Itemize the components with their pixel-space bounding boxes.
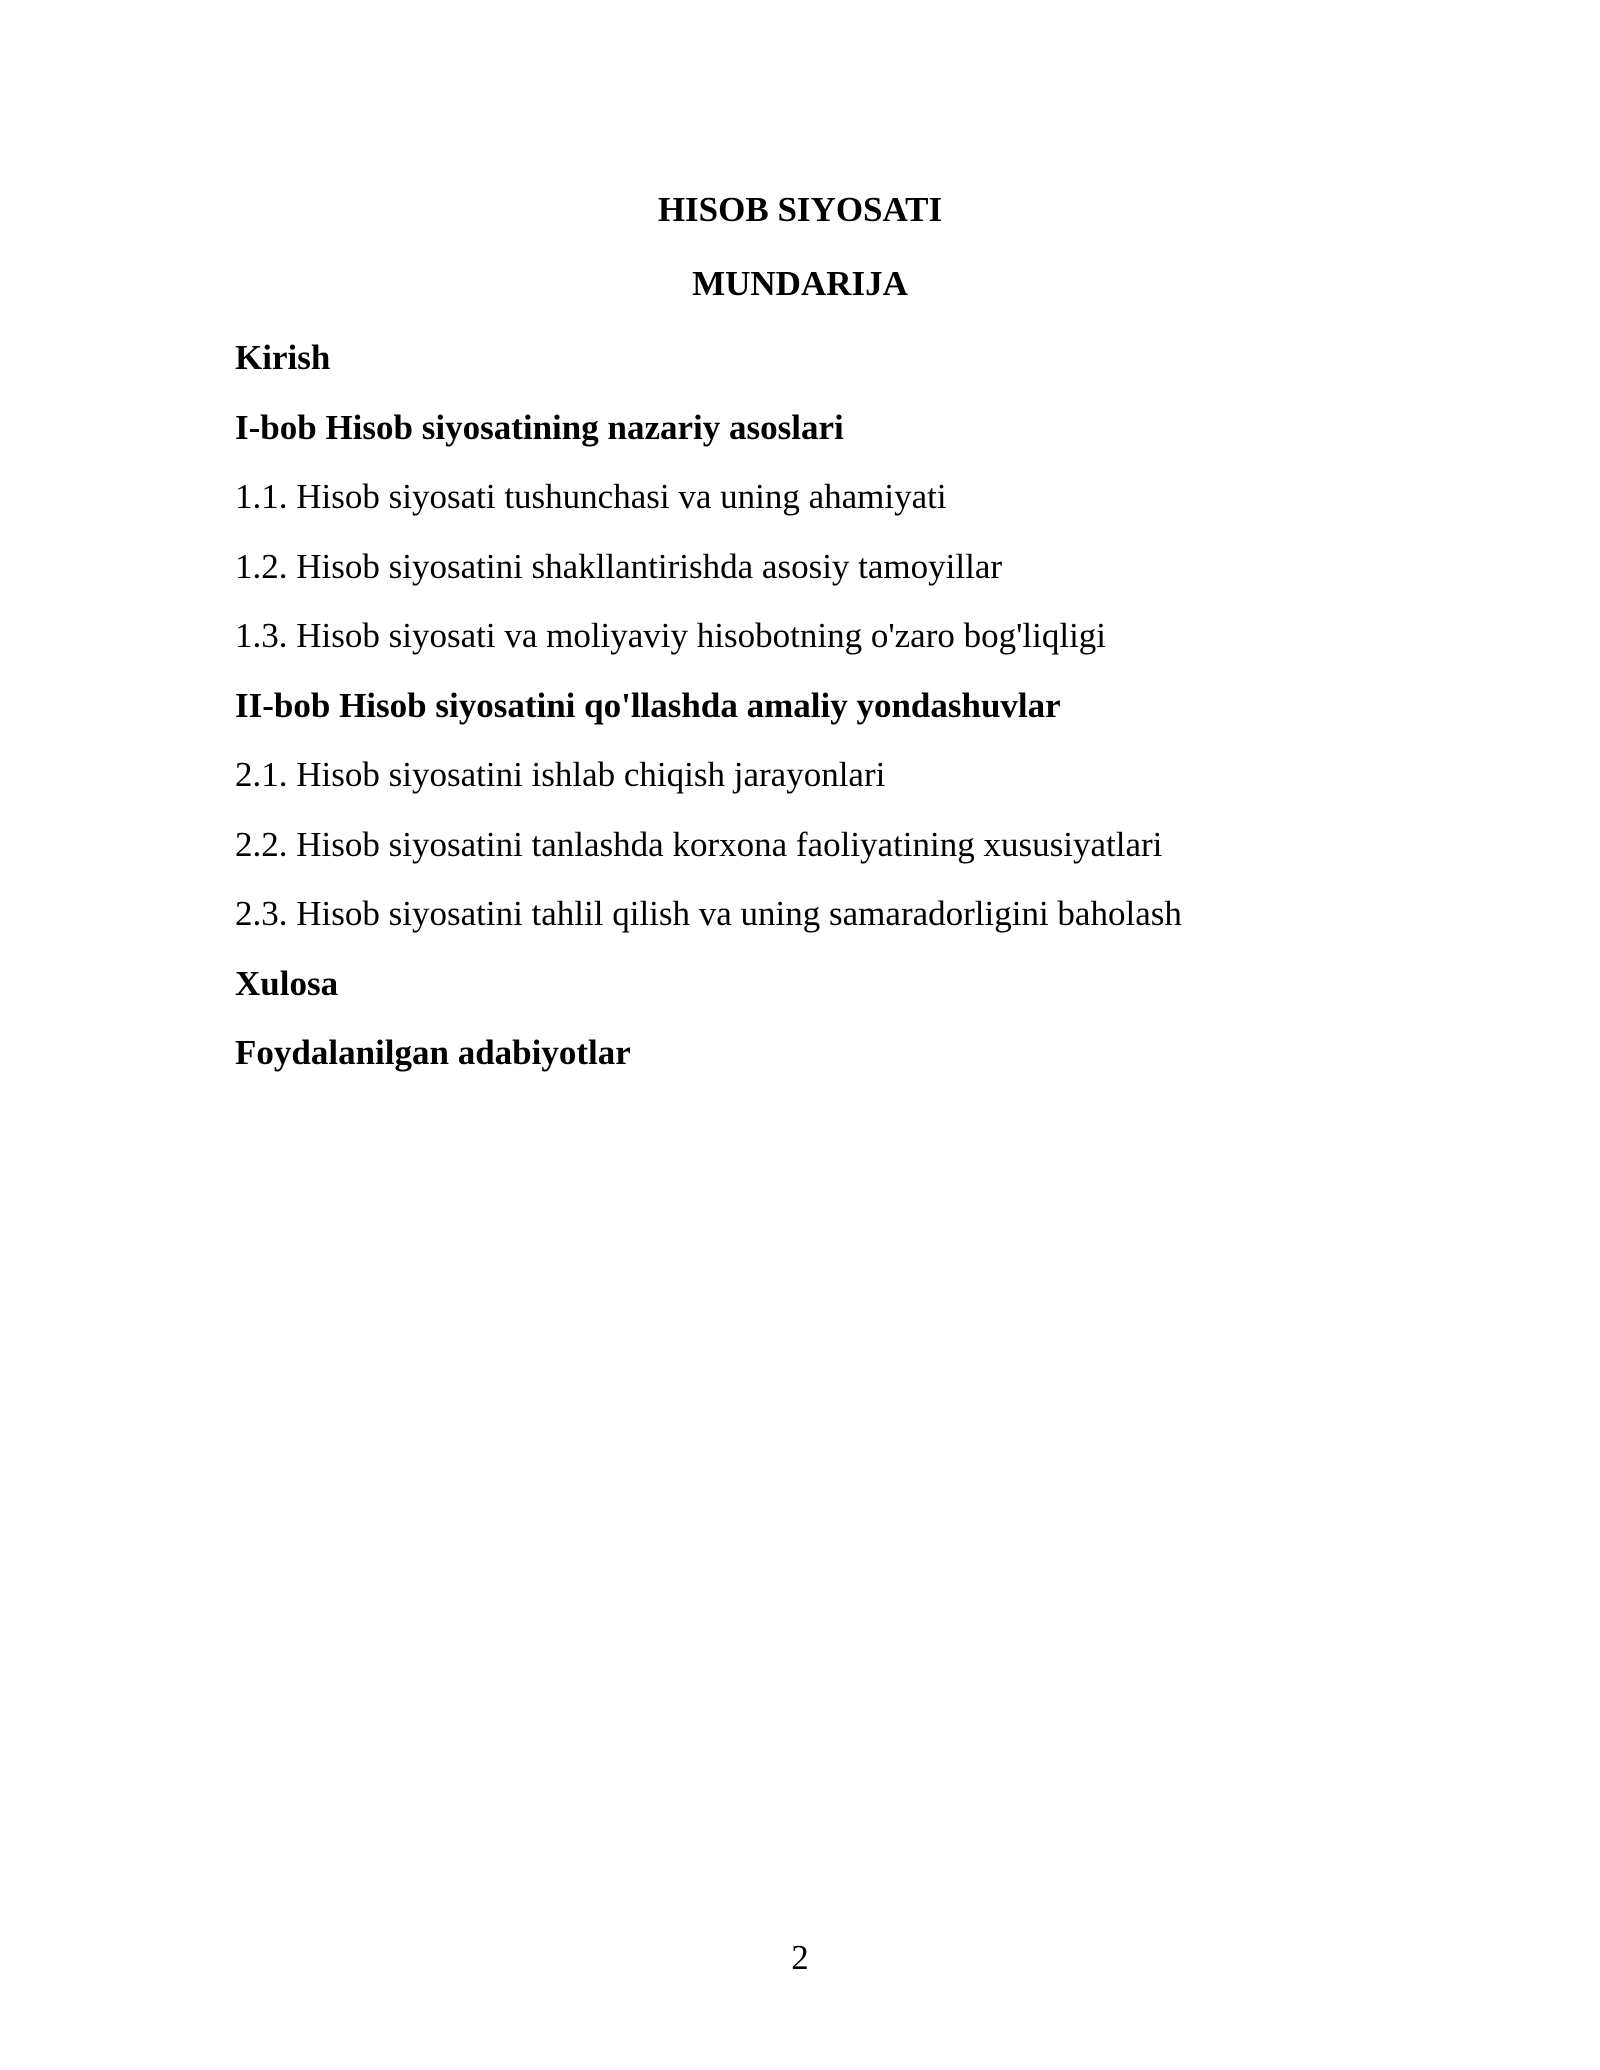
toc-entry-section-1-2: 1.2. Hisob siyosatini shakllantirishda asosiy tamoyillar: [235, 546, 1003, 586]
page-number: 2: [791, 1938, 809, 1977]
toc-heading: MUNDARIJA: [692, 264, 908, 303]
toc-entry-chapter-1: I-bob Hisob siyosatining nazariy asoslari: [235, 407, 844, 447]
toc-entry-introduction: Kirish: [235, 338, 331, 377]
toc-entry-section-2-3: 2.3. Hisob siyosatini tahlil qilish va uning samaradorligini baholash: [235, 894, 1182, 933]
toc-entry-section-2-2: 2.2. Hisob siyosatini tanlashda korxona faoliyatining xususiyatlari: [235, 824, 1163, 864]
toc-entry-section-2-1: 2.1. Hisob siyosatini ishlab chiqish jarayonlari: [235, 755, 886, 794]
toc-entry-chapter-2: II-bob Hisob siyosatini qo'llashda amaliy yondashuvlar: [235, 685, 1061, 725]
toc-entry-conclusion: Xulosa: [235, 963, 339, 1003]
document-title: HISOB SIYOSATI: [657, 190, 943, 229]
toc-entry-section-1-3: 1.3. Hisob siyosati va moliyaviy hisobotning o'zaro bog'liqligi: [235, 616, 1107, 655]
table-of-contents: [235, 338, 1435, 1103]
toc-entry-references: Foydalanilgan adabiyotlar: [235, 1033, 631, 1072]
toc-entry-section-1-1: 1.1. Hisob siyosati tushunchasi va uning ahamiyati: [235, 477, 947, 516]
